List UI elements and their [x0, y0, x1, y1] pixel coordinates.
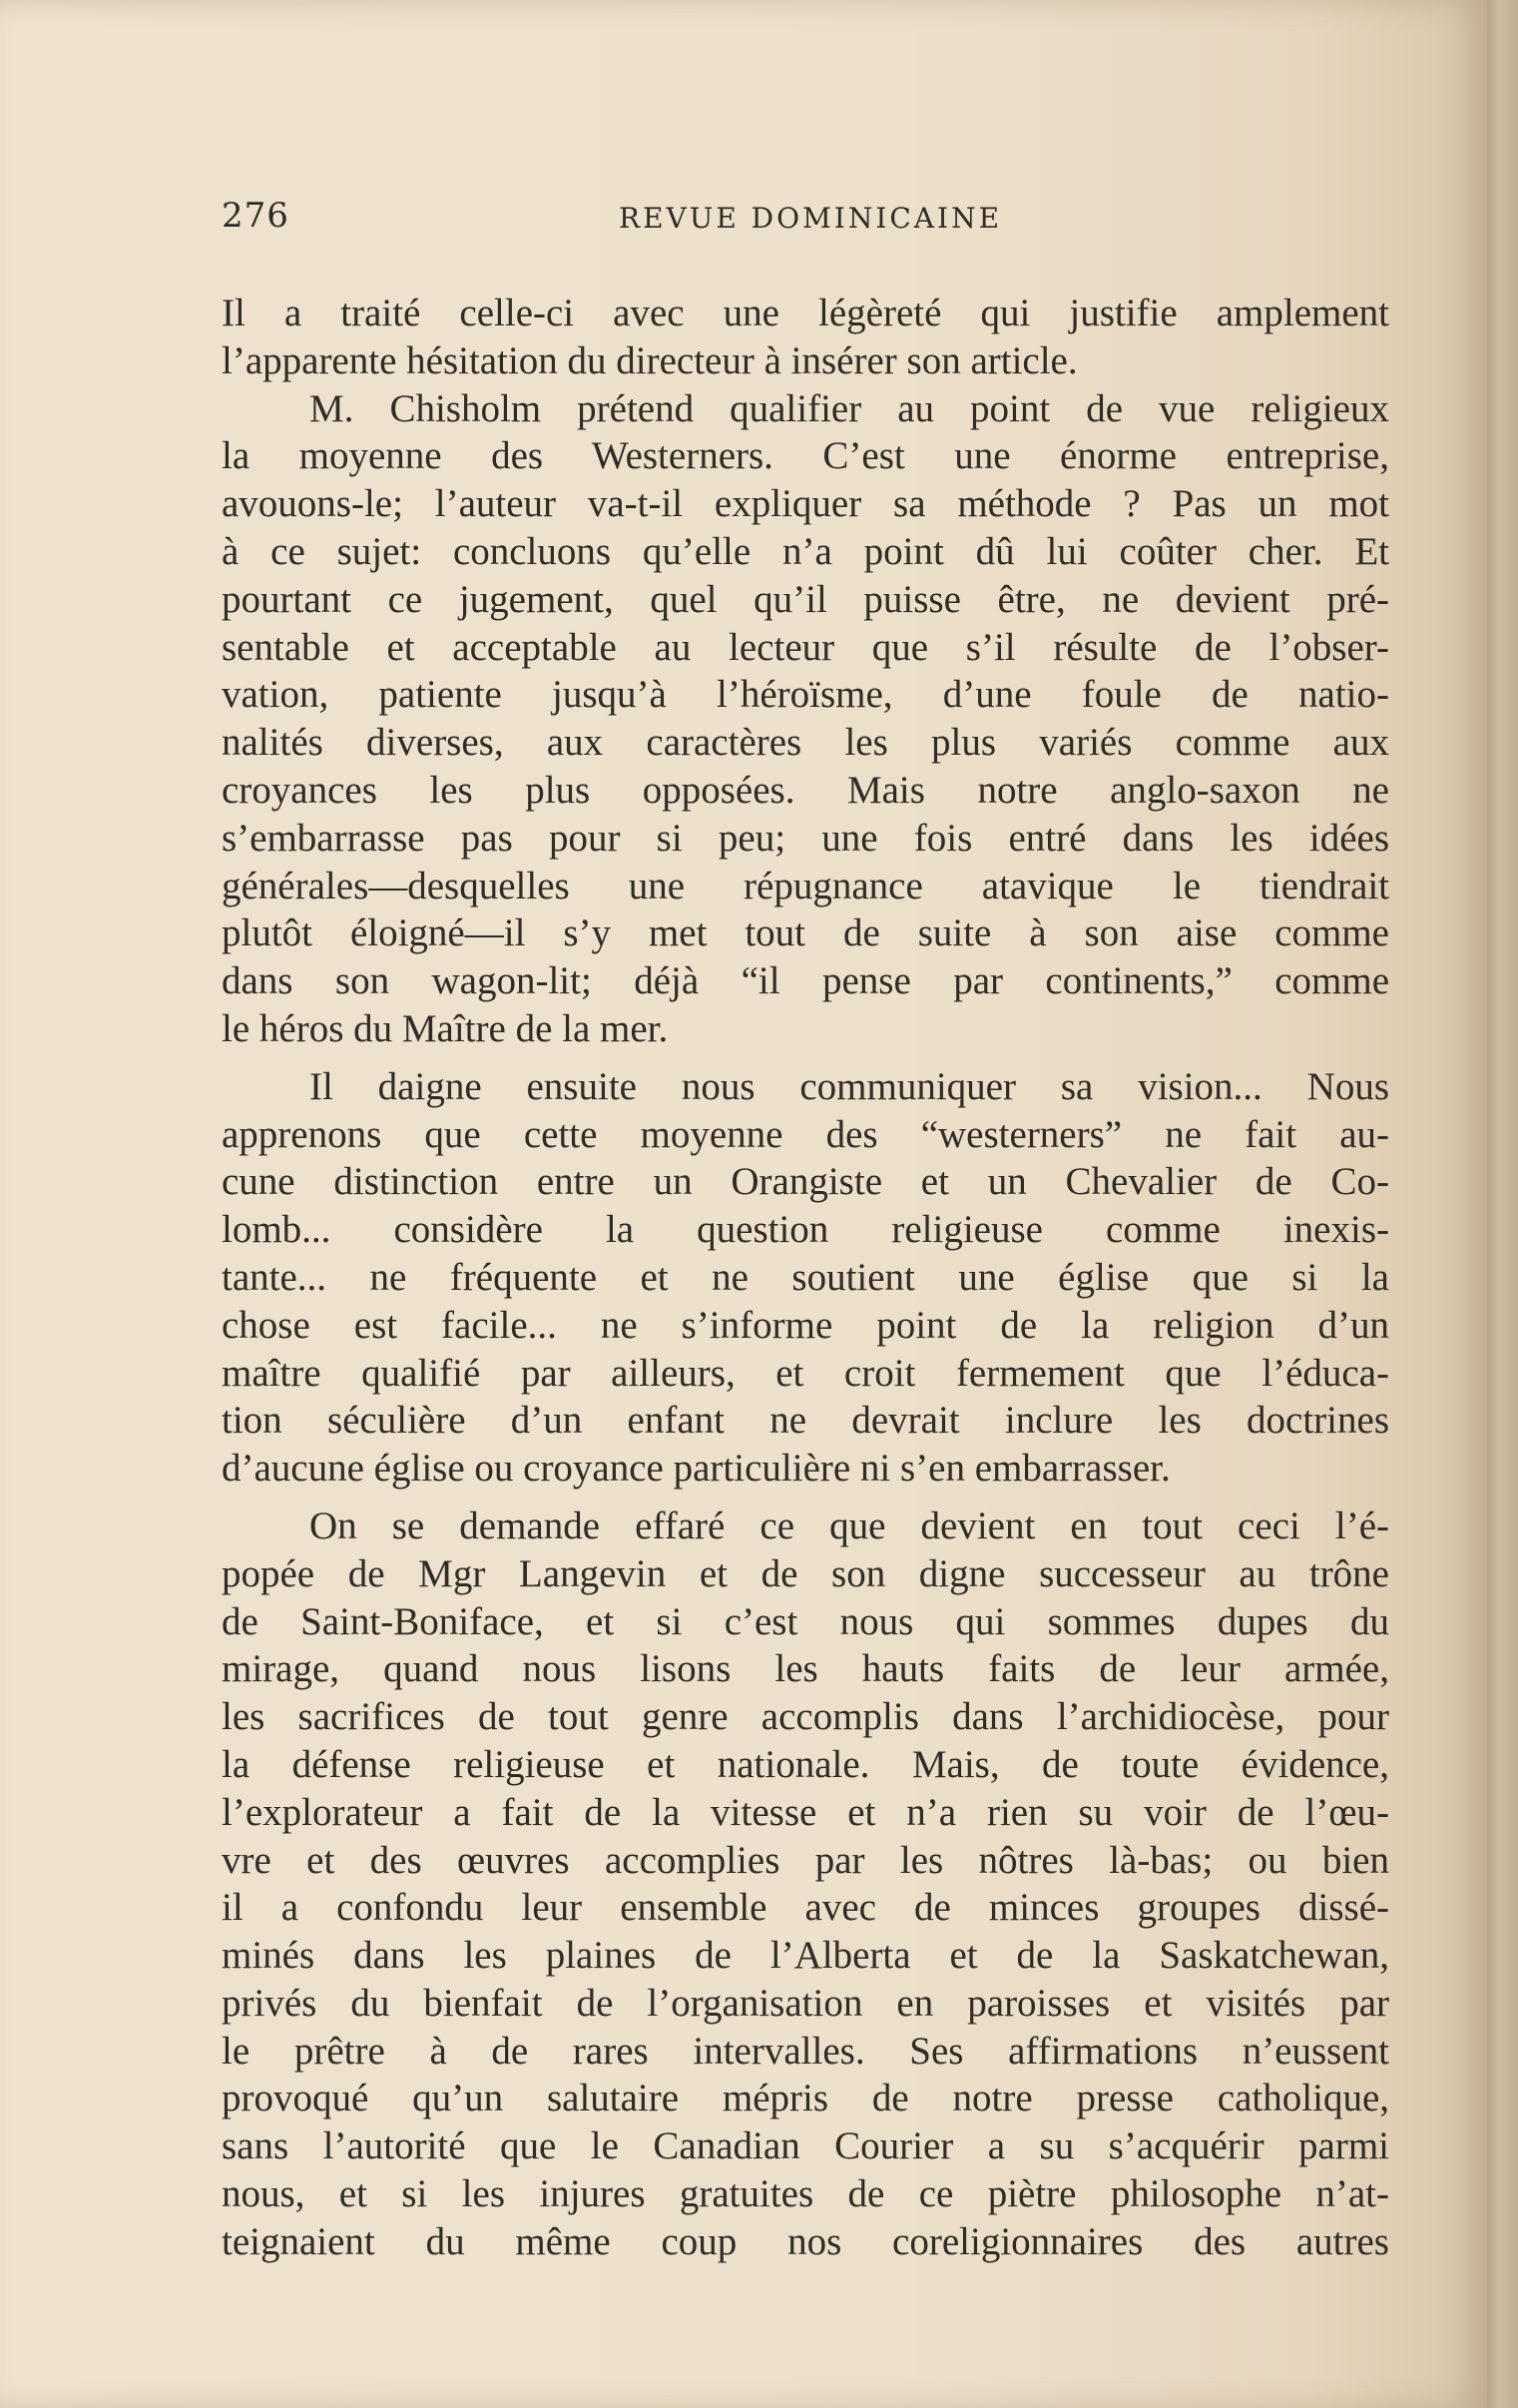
text-line: d’aucune église ou croyance particulière ni s’en embarrasser.: [222, 1447, 1171, 1491]
text-line: mirage, quand nous lisons les hauts faits de leur armée,: [222, 1647, 1389, 1691]
text-line: nous, et si les injures gratuites de ce piètre philosophe n’at-: [222, 2172, 1389, 2216]
text-line: le héros du Maître de la mer.: [222, 1006, 669, 1050]
journal-title: REVUE DOMINICAINE: [619, 202, 1003, 235]
body-text: [222, 290, 1389, 2266]
text-line: plutôt éloigné—il s’y met tout de suite à son aise comme: [222, 911, 1389, 955]
text-line: pourtant ce jugement, quel qu’il puisse être, ne devient pré-: [222, 577, 1389, 621]
text-line: nalités diverses, aux caractères les plus variés comme aux: [222, 721, 1389, 765]
text-line: vre et des œuvres accomplies par les nôtres là-bas; ou bien: [222, 1838, 1389, 1882]
text-line: s’embarrasse pas pour si peu; une fois entré dans les idées: [222, 816, 1389, 860]
paragraph-gap: [222, 1053, 1389, 1063]
text-line: dans son wagon-lit; déjà “il pense par continents,” comme: [222, 959, 1389, 1003]
text-line: les sacrifices de tout genre accomplis dans l’archidiocèse, pour: [222, 1695, 1389, 1739]
paragraph-4: [222, 1503, 1389, 2266]
text-line: l’apparente hésitation du directeur à insérer son article.: [222, 338, 1078, 382]
text-line: minés dans les plaines de l’Alberta et de la Saskatchewan,: [222, 1934, 1389, 1978]
text-line: générales—desquelles une répugnance atavique le tiendrait: [222, 864, 1389, 907]
text-line: l’explorateur a fait de la vitesse et n’a rien su voir de l’œu-: [222, 1790, 1389, 1834]
text-line: On se demande effaré ce que devient en tout ceci l’é-: [309, 1504, 1389, 1547]
paragraph-1: [222, 290, 1389, 385]
text-line: Il a traité celle-ci avec une légèreté qui justifie amplement: [222, 292, 1389, 334]
text-line: tion séculière d’un enfant ne devrait inclure les doctrines: [222, 1399, 1389, 1443]
text-line: sans l’autorité que le Canadian Courier a su s’acquérir parmi: [222, 2124, 1389, 2168]
text-line: cune distinction entre un Orangiste et un Chevalier de Co-: [222, 1160, 1389, 1204]
text-line: sentable et acceptable au lecteur que s’il résulte de l’obser-: [222, 625, 1389, 669]
text-line: tante... ne fréquente et ne soutient une église que si la: [222, 1255, 1389, 1299]
text-line: à ce sujet: concluons qu’elle n’a point dû lui coûter cher. Et: [222, 529, 1389, 573]
text-line: lomb... considère la question religieuse comme inexis-: [222, 1208, 1389, 1252]
text-line: M. Chisholm prétend qualifier au point de vue religieux: [309, 386, 1389, 430]
page-number: 276: [222, 196, 289, 236]
text-line: apprenons que cette moyenne des “westerners” ne fait au-: [222, 1112, 1389, 1156]
text-line: avouons-le; l’auteur va-t-il expliquer sa méthode ? Pas un mot: [222, 482, 1389, 526]
paragraph-gap: [222, 1493, 1389, 1503]
text-line: teignaient du même coup nos coreligionnaires des autres: [222, 2219, 1389, 2263]
text-line: la défense religieuse et nationale. Mais, de toute évidence,: [222, 1742, 1389, 1786]
text-line: la moyenne des Westerners. C’est une énorme entreprise,: [222, 434, 1389, 478]
text-line: privés du bienfait de l’organisation en paroisses et visités par: [222, 1981, 1389, 2025]
page-edge: [1487, 0, 1518, 2408]
text-line: chose est facile... ne s’informe point de la religion d’un: [222, 1303, 1389, 1347]
paragraph-3: [222, 1063, 1389, 1493]
paragraph-2: [222, 385, 1389, 1053]
text-line: provoqué qu’un salutaire mépris de notre presse catholique,: [222, 2077, 1389, 2120]
text-line: maître qualifié par ailleurs, et croit fermement que l’éduca-: [222, 1351, 1389, 1395]
text-line: de Saint-Boniface, et si c’est nous qui sommes dupes du: [222, 1599, 1389, 1643]
running-head: [222, 196, 1389, 246]
text-line: popée de Mgr Langevin et de son digne successeur au trône: [222, 1551, 1389, 1595]
text-line: Il daigne ensuite nous communiquer sa vision... Nous: [309, 1064, 1389, 1108]
text-line: le prêtre à de rares intervalles. Ses affirmations n’eussent: [222, 2029, 1389, 2073]
text-line: il a confondu leur ensemble avec de minces groupes dissé-: [222, 1886, 1389, 1930]
text-line: croyances les plus opposées. Mais notre anglo-saxon ne: [222, 768, 1389, 812]
text-line: vation, patiente jusqu’à l’héroïsme, d’une foule de natio-: [222, 673, 1389, 717]
